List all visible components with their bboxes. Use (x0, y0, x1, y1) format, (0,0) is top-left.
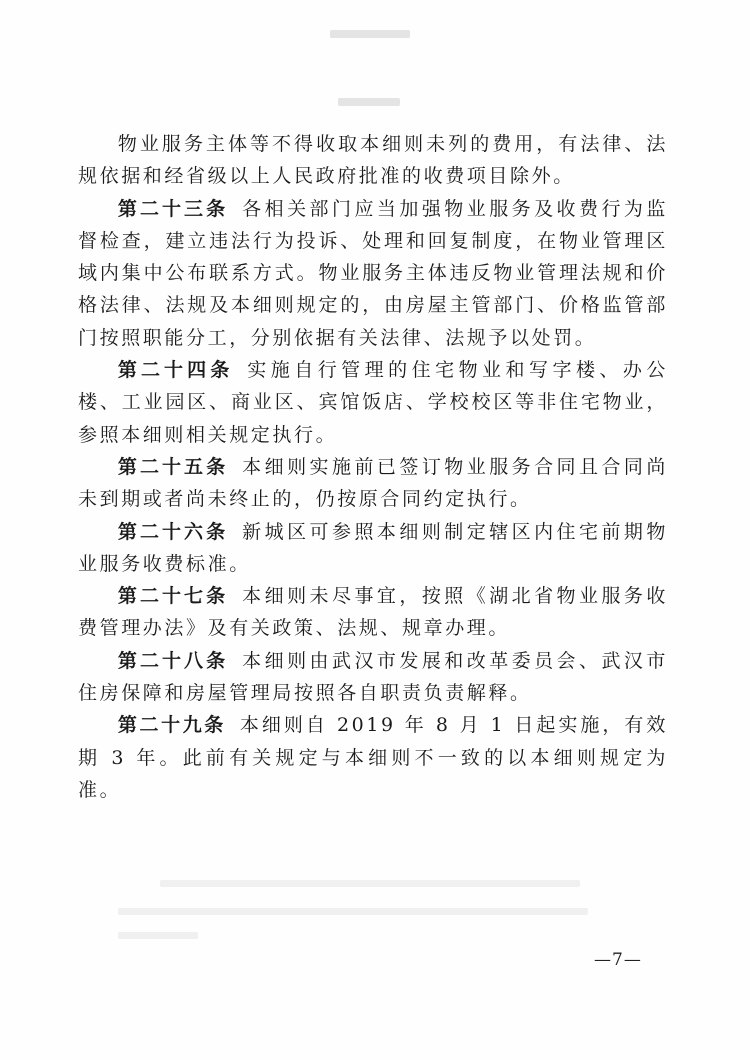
article-heading: 第二十八条 (117, 649, 229, 672)
paragraph-article-28 (78, 645, 668, 710)
paragraph-article-23 (78, 193, 668, 354)
article-heading: 第二十三条 (117, 197, 229, 220)
paragraph-article-26 (78, 516, 668, 581)
article-text: 本细则自 2019 年 8 月 1 日起实施，有效期 3 年。此前有关规定与本细则不一致的以本细则规定为准。 (78, 714, 668, 801)
bleed-through-mark-top-2 (338, 98, 400, 106)
paragraph-article-24 (78, 354, 668, 451)
bleed-through-mark-bottom-3 (118, 932, 198, 939)
article-heading: 第二十七条 (117, 585, 229, 608)
article-heading: 第二十四条 (117, 359, 234, 382)
paragraph-article-27 (78, 580, 668, 645)
article-text: 本细则实施前已签订物业服务合同且合同尚未到期或者尚未终止的，仍按原合同约定执行。 (78, 455, 668, 511)
article-text: 物业服务主体等不得收取本细则未列的费用，有法律、法规依据和经省级以上人民政府批准的收费项目除外。 (78, 133, 668, 188)
article-text: 本细则未尽事宜，按照《湖北省物业服务收费管理办法》及有关政策、法规、规章办理。 (78, 585, 668, 640)
document-body (78, 128, 668, 806)
article-heading: 第二十五条 (117, 455, 229, 478)
paragraph-intro (78, 128, 668, 193)
article-text: 实施自行管理的住宅物业和写字楼、办公楼、工业园区、商业区、宾馆饭店、学校校区等非住宅物业，参照本细则相关规定执行。 (78, 359, 668, 446)
article-text: 新城区可参照本细则制定辖区内住宅前期物业服务收费标准。 (78, 520, 668, 575)
paragraph-article-29 (78, 709, 668, 806)
article-heading: 第二十九条 (117, 714, 226, 737)
paragraph-article-25 (78, 451, 668, 516)
bleed-through-mark-top (330, 30, 410, 38)
article-text: 各相关部门应当加强物业服务及收费行为监督检查，建立违法行为投诉、处理和回复制度，在物业管理区域内集中公布联系方式。物业服务主体违反物业管理法规和价格法律、法规及本细则规定的，由房屋主管部门、价格监管部门按照职能分工，分别依据有关法律、法规予以处罚。 (78, 197, 668, 349)
bleed-through-mark-bottom-1 (160, 880, 580, 887)
article-heading: 第二十六条 (117, 520, 229, 543)
bleed-through-mark-bottom-2 (118, 908, 588, 915)
article-text: 本细则由武汉市发展和改革委员会、武汉市住房保障和房屋管理局按照各自职责负责解释。 (78, 649, 668, 705)
page-number: —7— (594, 950, 642, 970)
